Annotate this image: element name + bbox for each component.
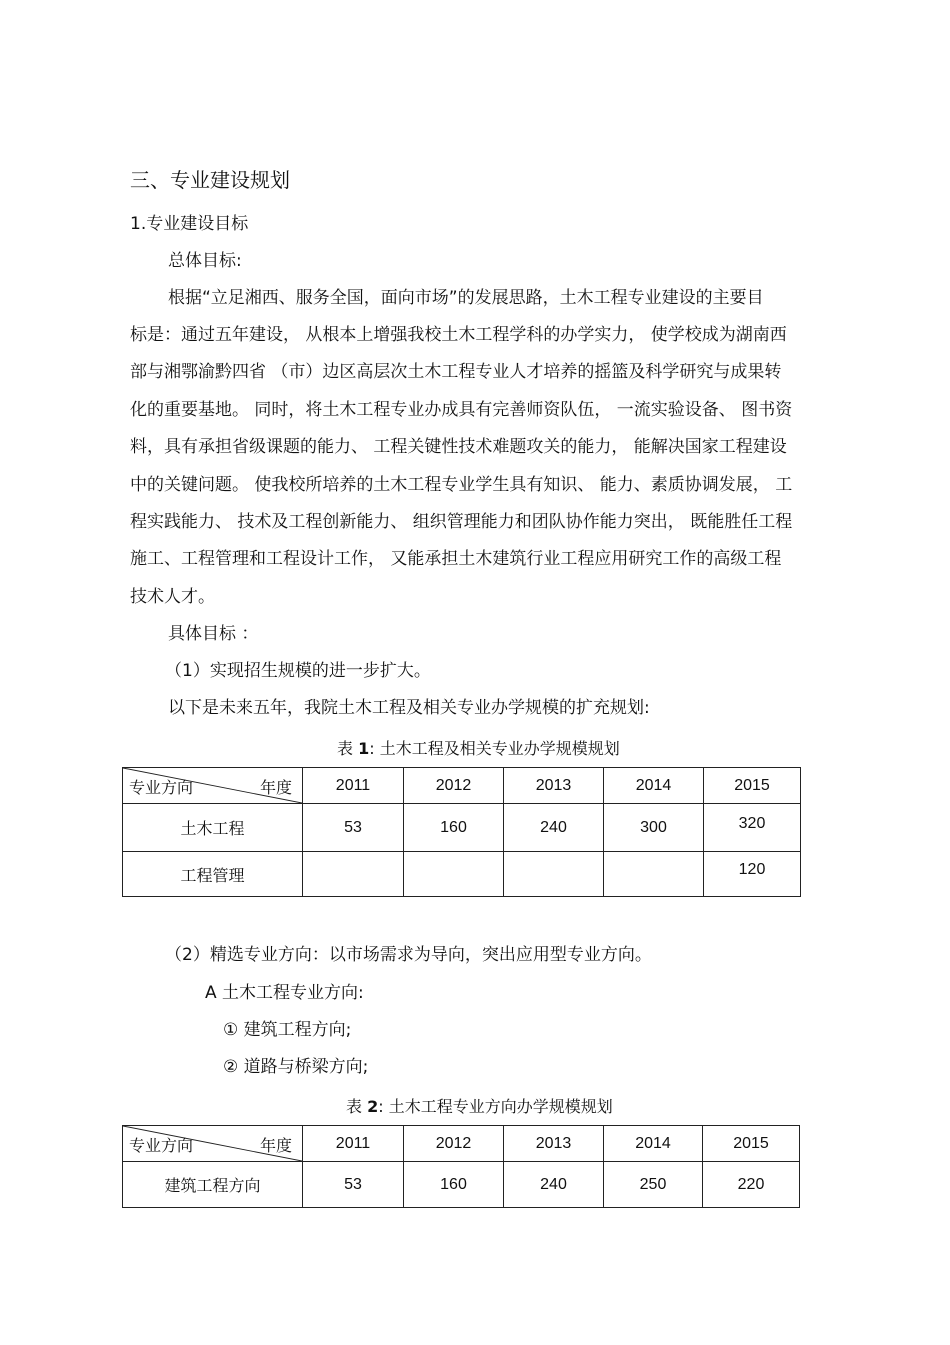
year-header: 2015	[703, 1126, 800, 1162]
row-header: 建筑工程方向	[123, 1162, 303, 1208]
table-row	[123, 1162, 800, 1208]
sub-item-2: ② 道路与桥梁方向;	[223, 1057, 369, 1077]
year-header: 2012	[404, 1126, 504, 1162]
table-cell: 160	[404, 804, 504, 852]
table-cell: 53	[303, 804, 404, 852]
year-header: 2012	[404, 768, 504, 804]
sub-item-1: ① 建筑工程方向;	[223, 1020, 352, 1040]
paragraph-line: 料，具有承担省级课题的能力、 工程关键性技术难题攻关的能力， 能解决国家工程建设	[130, 437, 787, 457]
paragraph-line: 根据“立足湘西、服务全国，面向市场”的发展思路，土木工程专业建设的主要目	[168, 288, 764, 308]
item-1: （1）实现招生规模的进一步扩大。	[165, 661, 431, 681]
table-cell	[404, 852, 504, 897]
table-cell: 120	[704, 852, 801, 897]
table-cell: 240	[504, 1162, 604, 1208]
paragraph-line: 标是：通过五年建设， 从根本上增强我校土木工程学科的办学实力， 使学校成为湖南西	[130, 325, 787, 345]
year-header: 2014	[604, 768, 704, 804]
paragraph-line: 中的关键问题。 使我校所培养的土木工程专业学生具有知识、 能力、素质协调发展， 工	[130, 475, 793, 495]
year-header: 2011	[303, 1126, 404, 1162]
year-header: 2014	[604, 1126, 703, 1162]
table-cell: 220	[703, 1162, 800, 1208]
paragraph-line: 部与湘鄂渝黔四省 （市）边区高层次土木工程专业人才培养的摇篮及科学研究与成果转	[130, 362, 782, 382]
table-header-row	[123, 1126, 800, 1162]
subsection-title: 1.专业建设目标	[130, 214, 249, 234]
year-header: 2013	[504, 1126, 604, 1162]
table-cell: 160	[404, 1162, 504, 1208]
paragraph-line: 化的重要基地。 同时，将土木工程专业办成具有完善师资队伍， 一流实验设备、 图书资	[130, 400, 793, 420]
paragraph-line: 技术人才。	[130, 587, 215, 607]
overall-goal-label: 总体目标:	[168, 251, 242, 271]
table-1-caption: 表 1: 土木工程及相关专业办学规模规划	[337, 739, 620, 758]
table-2	[122, 1125, 800, 1208]
table-2-caption: 表 2: 土木工程专业方向办学规模规划	[346, 1097, 613, 1116]
table-cell: 250	[604, 1162, 703, 1208]
table-cell: 300	[604, 804, 704, 852]
section-title: 三、专业建设规划	[130, 168, 290, 192]
table-row	[123, 804, 801, 852]
table-cell: 240	[504, 804, 604, 852]
table-row	[123, 852, 801, 897]
year-header: 2011	[303, 768, 404, 804]
year-header: 2013	[504, 768, 604, 804]
row-header: 工程管理	[123, 852, 303, 897]
paragraph-line: 施工、工程管理和工程设计工作， 又能承担土木建筑行业工程应用研究工作的高级工程	[130, 549, 782, 569]
table-1	[122, 767, 801, 897]
table-cell: 53	[303, 1162, 404, 1208]
item-2: （2）精选专业方向：以市场需求为导向，突出应用型专业方向。	[165, 945, 652, 965]
specific-goal-label: 具体目标 ：	[168, 624, 259, 644]
corner-header-cell: 专业方向 年度	[123, 768, 303, 804]
table-1-intro: 以下是未来五年，我院土木工程及相关专业办学规模的扩充规划:	[168, 698, 650, 718]
item-a: A 土木工程专业方向:	[205, 983, 364, 1003]
paragraph-line: 程实践能力、 技术及工程创新能力、 组织管理能力和团队协作能力突出， 既能胜任工程	[130, 512, 793, 532]
year-header: 2015	[704, 768, 801, 804]
table-header-row	[123, 768, 801, 804]
table-cell	[604, 852, 704, 897]
row-header: 土木工程	[123, 804, 303, 852]
corner-header-cell: 专业方向 年度	[123, 1126, 303, 1162]
table-cell	[504, 852, 604, 897]
table-cell: 320	[704, 804, 801, 852]
table-cell	[303, 852, 404, 897]
